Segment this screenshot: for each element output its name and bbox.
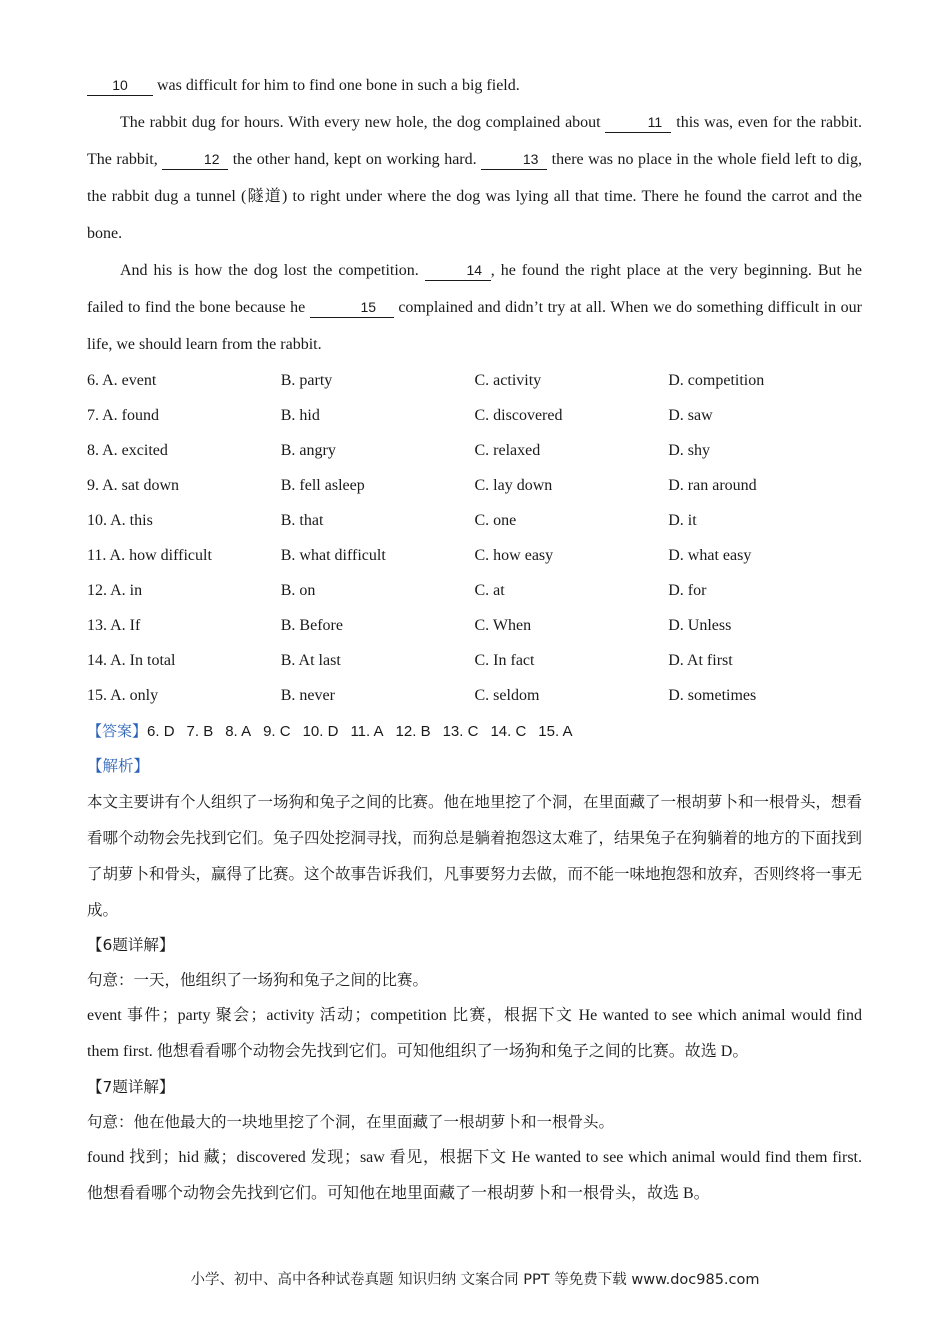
option: C. lay down <box>474 477 553 494</box>
option: B. angry <box>280 442 336 459</box>
option: D. At first <box>668 652 733 669</box>
document-page <box>87 70 862 1212</box>
answer-item: 9. C <box>263 723 291 740</box>
passage-text: was difficult for him to find one bone in such a big field. <box>153 77 520 94</box>
option: C. When <box>474 617 532 634</box>
option: C. one <box>474 512 517 529</box>
option: C. activity <box>474 372 542 389</box>
option-row-15 <box>87 678 862 713</box>
option: B. what difficult <box>280 547 386 564</box>
answer-item: 13. C <box>442 723 479 740</box>
blank-13: 13 <box>481 149 547 170</box>
answer-label: 【答案】 <box>87 722 148 740</box>
option: C. at <box>474 582 505 599</box>
blank-15: 15 <box>310 297 394 318</box>
option: C. seldom <box>474 687 540 704</box>
analysis-label: 【解析】 <box>87 757 150 775</box>
option: B. on <box>280 582 316 599</box>
option: 10. A. this <box>87 512 153 529</box>
option: B. hid <box>280 407 320 424</box>
option: D. Unless <box>668 617 732 634</box>
analysis-summary: 本文主要讲有个人组织了一场狗和兔子之间的比赛。他在地里挖了个洞，在里面藏了一根胡萝卜和一根骨头，想看看哪个动物会先找到它们。兔子四处挖洞寻找，而狗总是躺着抱怨这太难了，结果兔子在狗躺着的地方的下面找到了胡萝卜和骨头，赢得了比赛。这个故事告诉我们，凡事要努力去做，而不能一味地抱怨和放弃，否则终将一事无成。 <box>87 793 863 919</box>
option: B. At last <box>280 652 341 669</box>
option-row-13 <box>87 608 862 643</box>
passage-text: And his is how the dog lost the competition. <box>120 262 425 279</box>
passage-text: this was, even for the rabbit. The rabbit, <box>87 114 863 168</box>
q6-meaning: 句意：一天，他组织了一场狗和兔子之间的比赛。 <box>87 971 429 989</box>
answer-item: 12. B <box>395 723 431 740</box>
option: 6. A. event <box>87 372 157 389</box>
q6-detail: event 事件；party 聚会；activity 活动；competition 比赛，根据下文 He wanted to see which animal would find them first. 他想看看哪个动物会先找到它们。可知他组织了一场狗和兔子之间的比赛。故选 D。 <box>87 1007 862 1060</box>
option-row-11 <box>87 538 862 573</box>
option: 11. A. how difficult <box>87 547 212 564</box>
answer-item: 10. D <box>302 723 339 740</box>
passage-paragraph-2 <box>87 104 862 252</box>
option: C. relaxed <box>474 442 541 459</box>
passage-paragraph-3 <box>87 252 862 363</box>
option-row-8 <box>87 433 862 468</box>
option: C. In fact <box>474 652 535 669</box>
blank-14: 14 <box>425 260 491 281</box>
option: B. party <box>280 372 333 389</box>
option: D. it <box>668 512 697 529</box>
analysis-label-line <box>87 749 862 784</box>
answer-item: 6. D <box>147 723 175 740</box>
answer-item: 8. A <box>225 723 252 740</box>
option: D. competition <box>668 372 765 389</box>
option: D. sometimes <box>668 687 757 704</box>
option-row-10 <box>87 503 862 538</box>
answer-item: 14. C <box>490 723 527 740</box>
option: 8. A. excited <box>87 442 168 459</box>
option: D. saw <box>668 407 713 424</box>
option: B. Before <box>280 617 343 634</box>
option: B. fell asleep <box>280 477 365 494</box>
passage-paragraph-1 <box>87 67 862 104</box>
option: D. shy <box>668 442 711 459</box>
blank-11: 11 <box>605 112 671 133</box>
q7-meaning: 句意：他在他最大的一块地里挖了个洞，在里面藏了一根胡萝卜和一根骨头。 <box>87 1113 615 1131</box>
option-row-12 <box>87 573 862 608</box>
option-row-14 <box>87 643 862 678</box>
option: B. never <box>280 687 335 704</box>
option: 7. A. found <box>87 407 159 424</box>
option: C. discovered <box>474 407 563 424</box>
q6-title: 【6题详解】 <box>87 936 175 954</box>
answer-item: 15. A <box>538 723 573 740</box>
answer-item: 11. A <box>350 723 384 740</box>
option: D. what easy <box>668 547 752 564</box>
option: B. that <box>280 512 324 529</box>
option: 12. A. in <box>87 582 143 599</box>
passage-text: complained and didn’t try at all. When we do something difficult in our life, we should learn from the rabbit. <box>87 299 862 353</box>
option-row-7 <box>87 398 862 433</box>
blank-12: 12 <box>162 149 228 170</box>
answer-item: 7. B <box>186 723 214 740</box>
option: 15. A. only <box>87 687 159 704</box>
passage-text: there was no place in the whole field left to dig, the rabbit dug a tunnel (隧道) to right under where the dog was lying all that time. There he found the carrot and the bone. <box>87 151 862 242</box>
option: C. how easy <box>474 547 554 564</box>
passage-text: The rabbit dug for hours. With every new hole, the dog complained about <box>120 114 606 131</box>
blank-10: 10 <box>87 75 153 96</box>
option: 9. A. sat down <box>87 477 179 494</box>
option: D. for <box>668 582 707 599</box>
option-row-9 <box>87 468 862 503</box>
q7-title: 【7题详解】 <box>87 1078 175 1096</box>
option-row-6 <box>87 363 862 398</box>
answer-line <box>87 713 862 749</box>
option: D. ran around <box>668 477 757 494</box>
passage-text: the other hand, kept on working hard. <box>228 151 482 168</box>
options-list <box>87 363 862 713</box>
passage-text: , he found the right place at the very beginning. But he failed to find the bone because he <box>87 262 862 316</box>
q7-detail: found 找到；hid 藏；discovered 发现；saw 看见，根据下文 He wanted to see which animal would find them first. 他想看看哪个动物会先找到它们。可知他在地里面藏了一根胡萝卜和一根骨头，故选 B。 <box>87 1149 862 1202</box>
option: 13. A. If <box>87 617 141 634</box>
option: 14. A. In total <box>87 652 176 669</box>
page-footer: 小学、初中、高中各种试卷真题 知识归纳 文案合同 PPT 等免费下载 www.doc985.com <box>190 1272 760 1288</box>
